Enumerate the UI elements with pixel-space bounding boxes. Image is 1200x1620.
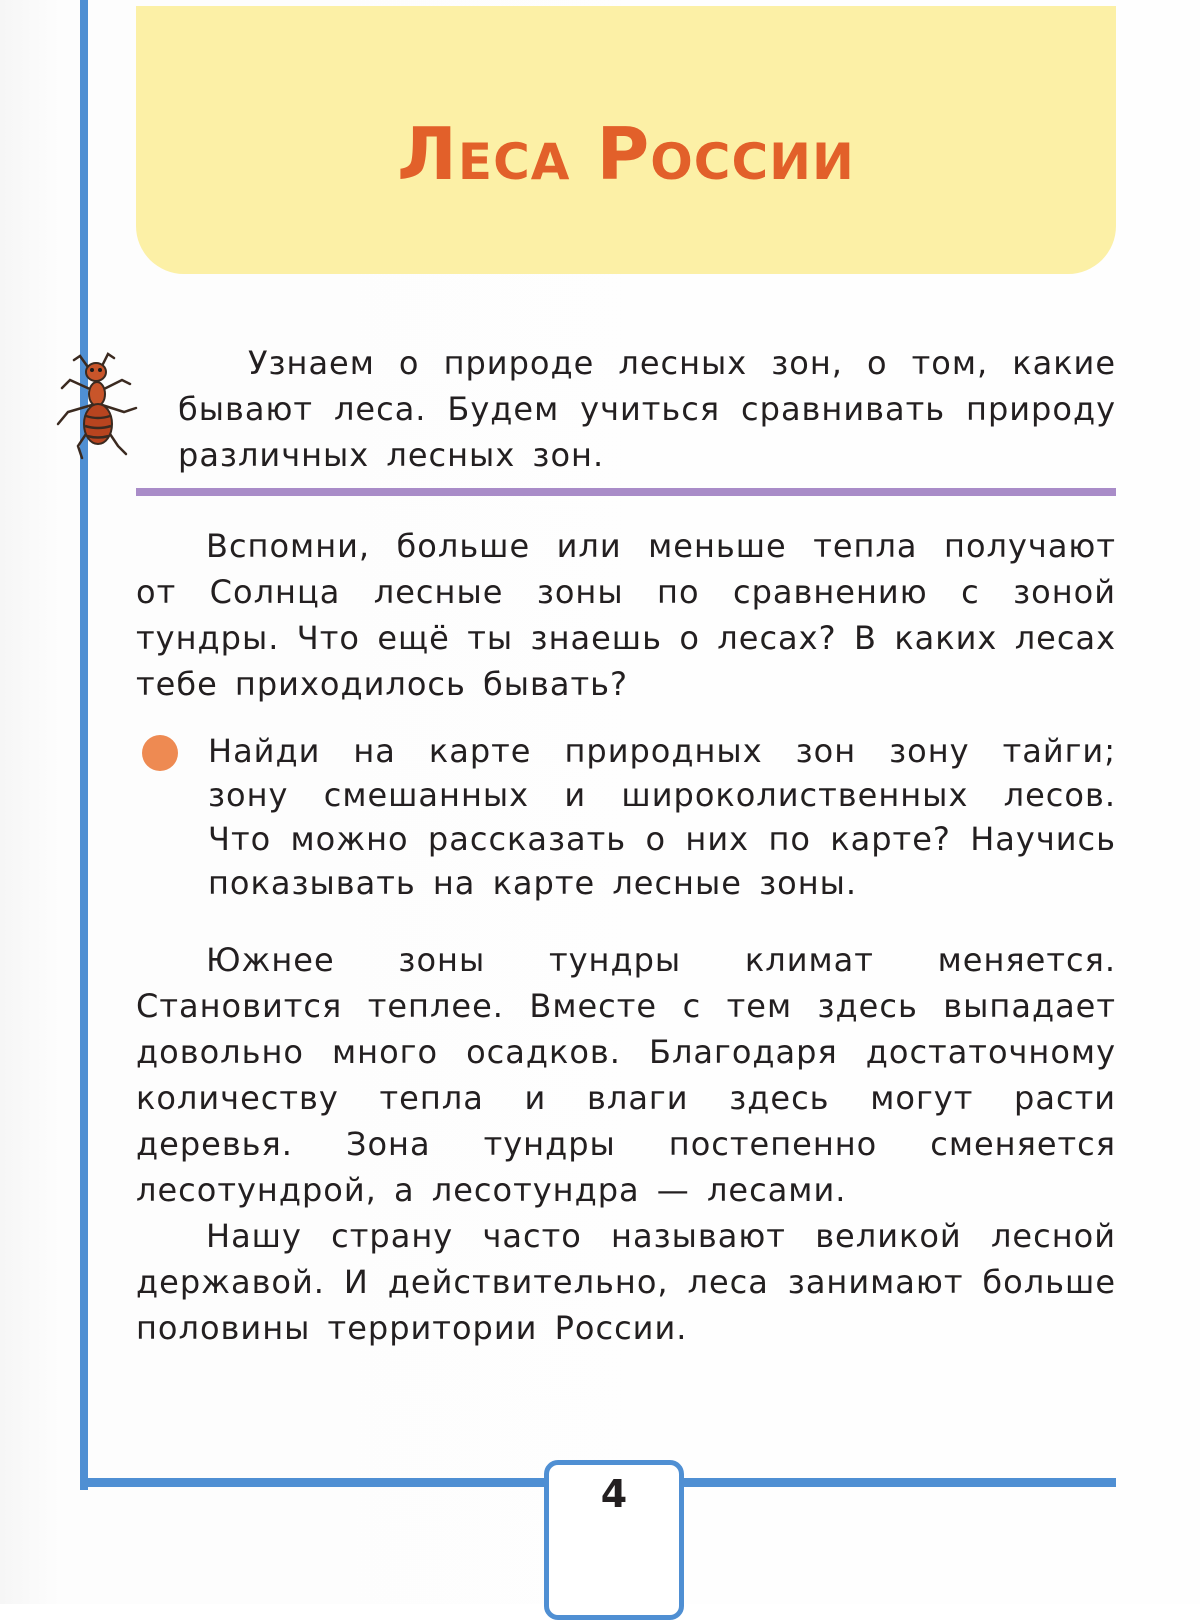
intro-text-content: Узнаем о природе лесных зон, о том, какие бывают леса. Будем учиться сравнивать природу различных лесных зон. bbox=[178, 344, 1116, 474]
task-paragraph: Найди на карте природных зон зону тайги; зону смешанных и широколиственных лесов. Что можно рассказать о них по карте? Научись показывать на карте лесные зоны. bbox=[208, 732, 1116, 902]
ant-icon bbox=[52, 350, 142, 470]
bullet-dot-icon bbox=[142, 735, 178, 771]
country-paragraph-text: Нашу страну часто называют великой лесной державой. И действительно, леса занимают больше половины территории России. bbox=[136, 1217, 1116, 1347]
climate-paragraph-text: Южнее зоны тундры климат меняется. Становится теплее. Вместе с тем здесь выпадает довольно много осадков. Благодаря достаточному количеству тепла и влаги здесь могут расти деревья. Зона тундры постепенно сменяется лесотундрой, а лесотундра — лесами. bbox=[136, 941, 1116, 1209]
recall-paragraph-text: Вспомни, больше или меньше тепла получают от Солнца лесные зоны по сравнению с зоной тундры. Что ещё ты знаешь о лесах? В каких лесах тебе приходилось бывать? bbox=[136, 527, 1116, 703]
country-paragraph bbox=[136, 1213, 1116, 1351]
title-banner bbox=[136, 6, 1116, 274]
page-number: 4 bbox=[600, 1472, 628, 1516]
recall-paragraph bbox=[136, 523, 1116, 707]
climate-paragraph bbox=[136, 937, 1116, 1213]
section-divider bbox=[136, 488, 1116, 496]
intro-text bbox=[178, 340, 1116, 478]
left-page-border bbox=[80, 0, 88, 1490]
body-text-block bbox=[136, 937, 1116, 1351]
page-title: Леса России bbox=[397, 112, 855, 196]
